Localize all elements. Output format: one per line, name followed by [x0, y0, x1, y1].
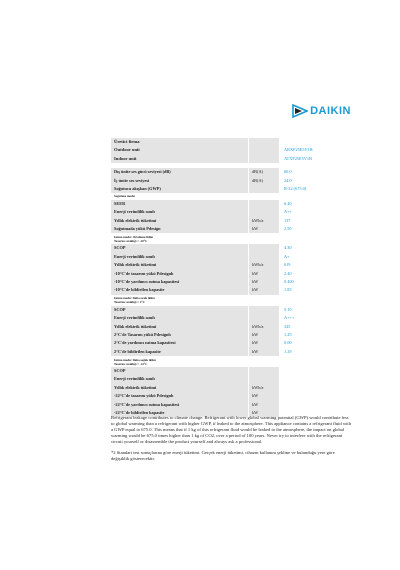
row-value: [279, 401, 351, 409]
row-label: 2°C'de bildirilen kapasite: [111, 348, 248, 356]
heating-warmer-heading-row: [111, 295, 351, 306]
spec-row: [111, 200, 351, 208]
row-label: Enerji verimlilik sınıfı: [111, 253, 248, 261]
row-value: 137: [284, 217, 291, 223]
row-value: [279, 367, 351, 375]
heating-warmer-heading: Isıtma modu: Daha sıcak iklim Tasarım sıcaklığı = 2°C: [114, 296, 155, 305]
row-label: Yıllık elektrik tüketimi: [111, 384, 248, 392]
row-unit: [248, 244, 279, 252]
row-label: Soğutucu akışkan (GWP): [111, 185, 248, 193]
row-label: Üretici firma: [111, 138, 248, 146]
row-label: SCOP: [111, 306, 248, 314]
row-value: 1.29: [284, 348, 292, 354]
row-unit: dB(A): [248, 177, 279, 185]
refrigerant-note: Refrigerant leakage contributes to climate change. Refrigerant with lower global warming potential (GWP) would contribute less to global warming than a refrigerant with higher GWP, if leaked to the atmosphere. This appliance contains a refrigerant fluid with a GWP equal to 675.0. This means that if 1 kg of this refrigerant fluid would be leaked to the atmosphere, the impact on global warming would be 675.0 times higher than 1 kg of CO2, over a period of 100 years. Never try to interfere with the refrigerant circuit yourself or disassemble the product yourself and always ask a professional.: [111, 415, 351, 444]
cooling-rows: [111, 200, 351, 234]
spec-row: [111, 306, 351, 314]
row-value: 345: [284, 323, 291, 329]
heating-colder-rows: [111, 367, 351, 417]
row-label: SCOP: [111, 244, 248, 252]
row-label: İç ünite ses seviyesi: [111, 177, 248, 185]
notes: [111, 415, 351, 467]
row-value: 60.0: [284, 169, 292, 175]
row-value: 619: [284, 262, 291, 268]
row-label: -22°C'de bildirilen kapasite: [111, 409, 248, 417]
row-value: ATXF25E5V1B: [284, 155, 312, 161]
row-label: Enerji verimlilik sınıfı: [111, 375, 248, 383]
spec-row: [111, 225, 351, 233]
row-unit: kW: [248, 270, 279, 278]
row-label: -22°C'de tasarım yükü Pdesignh: [111, 392, 248, 400]
row-unit: kWh/a: [248, 384, 279, 392]
row-value: A+++: [284, 315, 295, 321]
row-unit: kW: [248, 278, 279, 286]
row-value: [279, 392, 351, 400]
row-label: Yıllık elektrik tüketimi: [111, 261, 248, 269]
row-unit: [248, 155, 279, 163]
row-label: Yıllık elektrik tüketimi: [111, 217, 248, 225]
row-label: Yıllık elektrik tüketimi: [111, 323, 248, 331]
row-unit: [248, 138, 279, 146]
row-label: SCOP: [111, 367, 248, 375]
row-unit: [248, 146, 279, 154]
spec-row: [111, 392, 351, 400]
spec-row: [111, 253, 351, 261]
row-label: Soğutmada yükü Pdesign: [111, 225, 248, 233]
row-unit: [248, 375, 279, 383]
spec-row: [111, 401, 351, 409]
top-rows: [111, 138, 351, 163]
row-value: 1.85: [284, 287, 292, 293]
row-value: 2.50: [284, 226, 292, 232]
row-value: 4.30: [284, 245, 292, 251]
row-unit: [248, 367, 279, 375]
heating-average-heading-row: [111, 233, 351, 244]
row-label: -10°C'de bildirilen kapasite: [111, 286, 248, 294]
row-unit: kW: [248, 331, 279, 339]
spec-row: [111, 348, 351, 356]
row-unit: kW: [248, 225, 279, 233]
spec-row: [111, 339, 351, 347]
row-unit: kW: [248, 392, 279, 400]
row-value: [279, 138, 351, 146]
row-label: Dış ünite ses gücü seviyesi (dB): [111, 168, 248, 176]
row-value: 0.400: [284, 278, 294, 284]
spec-row: [111, 208, 351, 216]
spec-row: [111, 244, 351, 252]
row-unit: [248, 208, 279, 216]
row-value: A+: [284, 253, 290, 259]
spec-row: [111, 155, 351, 163]
spec-row: [111, 384, 351, 392]
row-value: 1.29: [284, 331, 292, 337]
spec-row: [111, 286, 351, 294]
row-unit: kW: [248, 401, 279, 409]
heating-warmer-rows: [111, 306, 351, 356]
row-value: A++: [284, 209, 292, 215]
brand-logo: [292, 104, 351, 118]
spec-row: [111, 270, 351, 278]
row-label: Indoor unit: [111, 155, 248, 163]
row-unit: [248, 306, 279, 314]
daikin-logo-icon: [292, 104, 308, 118]
row-label: Outdoor unit: [111, 146, 248, 154]
spec-rows: [111, 168, 351, 193]
heating-average-heading: Isıtma modu: Ortalama iklim Tasarım sıcaklığı = -10°C: [114, 234, 154, 243]
row-unit: kW: [248, 409, 279, 417]
spec-row: [111, 146, 351, 154]
spec-row: [111, 314, 351, 322]
spec-row: [111, 168, 351, 176]
spec-row: [111, 367, 351, 375]
row-label: SEER: [111, 200, 248, 208]
heating-colder-heading-row: [111, 356, 351, 367]
spec-row: [111, 323, 351, 331]
row-value: R-32 (675.0): [284, 185, 307, 191]
row-value: [279, 375, 351, 383]
spec-row: [111, 185, 351, 193]
heating-colder-heading: Isıtma modu: Daha soğuk iklim Tasarım sıcaklığı = -22°C: [114, 357, 156, 366]
row-label: -22°C'de yardımcı ısıtma kapasitesi: [111, 401, 248, 409]
row-unit: kW: [248, 286, 279, 294]
energy-label-sheet: [111, 100, 351, 417]
row-value: 5.10: [284, 306, 292, 312]
row-value: 0.00: [284, 340, 292, 346]
heating-average-rows: [111, 244, 351, 294]
spec-row: [111, 177, 351, 185]
row-value: 2.40: [284, 270, 292, 276]
row-label: -10°C'de yardımcı ısıtma kapasitesi: [111, 278, 248, 286]
spec-row: [111, 375, 351, 383]
row-label: Enerji verimlilik sınıfı: [111, 314, 248, 322]
row-value: 6.40: [284, 200, 292, 206]
cooling-heading: Soğutma modu: [114, 194, 135, 199]
row-unit: [248, 314, 279, 322]
spec-row: [111, 261, 351, 269]
row-label: -10°C'de tasarım yükü Pdesignh: [111, 270, 248, 278]
row-unit: [248, 200, 279, 208]
row-unit: kW: [248, 348, 279, 356]
row-label: 2°C'de yardımcı ısıtma kapasitesi: [111, 339, 248, 347]
row-unit: [248, 253, 279, 261]
row-label: Enerji verimlilik sınıfı: [111, 208, 248, 216]
row-unit: [248, 185, 279, 193]
row-unit: kWh/a: [248, 217, 279, 225]
row-value: 24.0: [284, 177, 292, 183]
brand-name: DAIKIN: [310, 105, 351, 117]
sheet-header: [111, 100, 351, 138]
energy-footnote: *2 Standart test sonuçlarına göre enerji tüketimi. Gerçek enerji tüketimi, cihazın kullanım şekline ve bulunduğu yere göre değişiklik gösterecektir.: [111, 450, 335, 461]
row-value: ARXF25E5V1B: [284, 147, 313, 153]
spec-row: [111, 331, 351, 339]
spec-row: [111, 278, 351, 286]
spec-row: [111, 138, 351, 146]
row-unit: kWh/a: [248, 323, 279, 331]
row-unit: kW: [248, 339, 279, 347]
row-unit: kWh/a: [248, 261, 279, 269]
row-label: 2°C'de Tasarım yükü Pdesignh: [111, 331, 248, 339]
row-value: [279, 384, 351, 392]
row-unit: dB(A): [248, 168, 279, 176]
spec-row: [111, 217, 351, 225]
